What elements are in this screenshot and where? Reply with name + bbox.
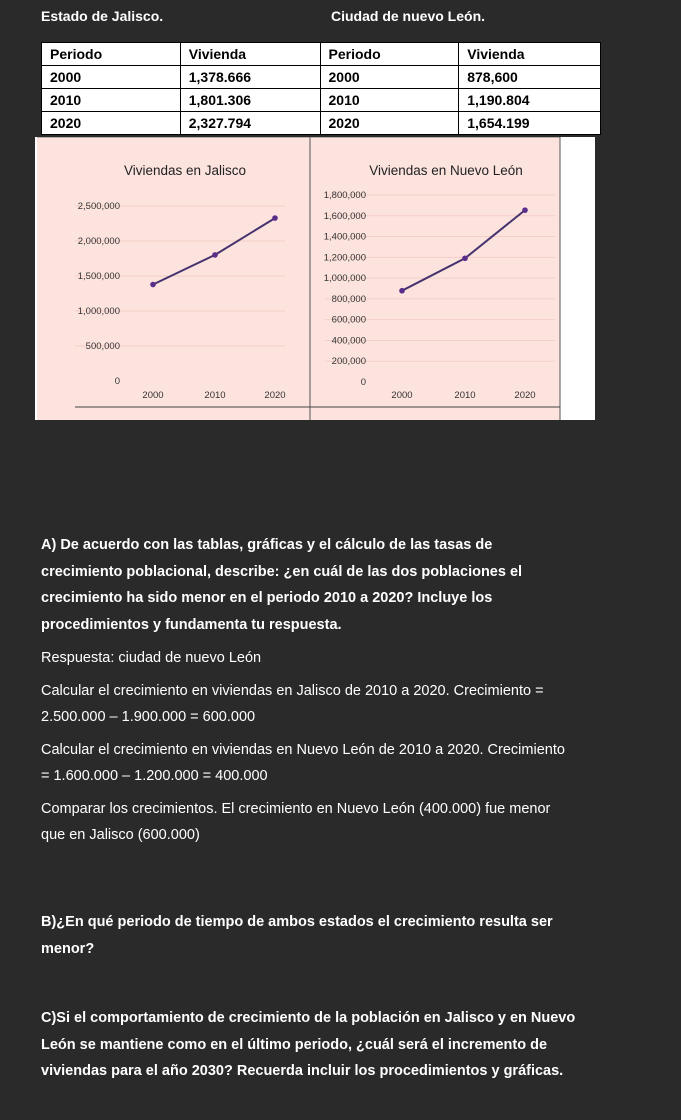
table-cell: 2000 [42, 66, 181, 89]
question-a [41, 532, 611, 638]
calc-nl-line: = 1.600.000 – 1.200.000 = 400.000 [41, 768, 268, 784]
question-c-line: C)Si el comportamiento de crecimiento de la población en Jalisco y en Nuevo [41, 1010, 576, 1026]
table-cell: 2010 [320, 89, 459, 112]
calc-jalisco-line: Calcular el crecimiento en viviendas en Jalisco de 2010 a 2020. Crecimiento = [41, 683, 544, 699]
question-b-line: B)¿En qué periodo de tiempo de ambos estados el crecimiento resulta ser [41, 914, 553, 930]
question-line: A) De acuerdo con las tablas, gráficas y el cálculo de las tasas de [41, 537, 493, 553]
y-tick-label: 2,000,000 [77, 236, 120, 247]
header-periodo-jalisco: Periodo [42, 43, 181, 66]
x-tick-label: 2000 [142, 390, 164, 401]
calc-jalisco-line: 2.500.000 – 1.900.000 = 600.000 [41, 709, 256, 725]
y-tick-label: 1,600,000 [323, 210, 366, 222]
table-cell: 1,654.199 [459, 112, 601, 135]
data-point [522, 207, 528, 213]
x-tick-label: 2020 [264, 390, 286, 401]
question-line: crecimiento ha sido menor en el periodo 2010 a 2020? Incluye los [41, 590, 493, 606]
question-line: procedimientos y fundamenta tu respuesta. [41, 616, 342, 633]
calc-nl-line: Calcular el crecimiento en viviendas en Nuevo León de 2010 a 2020. Crecimiento [41, 742, 565, 758]
x-tick-label: 2020 [514, 390, 536, 401]
charts-panel [35, 137, 595, 420]
table-cell: 2010 [42, 89, 181, 112]
y-tick-label: 400,000 [331, 335, 366, 347]
housing-table [41, 42, 601, 135]
x-tick-label: 2000 [391, 390, 413, 401]
x-tick-label: 2010 [454, 390, 476, 401]
compare-line: que en Jalisco (600.000) [41, 827, 200, 843]
heading-nuevo-leon: Ciudad de nuevo León. [331, 8, 486, 24]
header-periodo-nl: Periodo [320, 43, 459, 66]
y-tick-label: 0 [360, 377, 366, 388]
table-cell: 2000 [320, 66, 459, 89]
chart-title-nuevo-leon: Viviendas en Nuevo León [369, 163, 523, 178]
table-cell: 2020 [320, 112, 459, 135]
question-c-line: León se mantiene como en el último periodo, ¿cuál será el incremento de [41, 1036, 548, 1053]
table-row [42, 66, 601, 89]
data-point [399, 288, 405, 294]
table-header-row [42, 43, 601, 66]
questions-section [41, 532, 611, 1085]
header-vivienda-nl: Vivienda [459, 43, 601, 66]
data-point [272, 215, 278, 221]
y-tick-label: 800,000 [331, 293, 366, 305]
data-point [462, 255, 468, 261]
question-c-line: viviendas para el año 2030? Recuerda incluir los procedimientos y gráficas. [41, 1063, 564, 1079]
table-cell: 878,600 [459, 66, 601, 89]
question-b-line: menor? [41, 940, 95, 957]
table-cell: 2,327.794 [180, 112, 320, 135]
data-point [150, 282, 156, 288]
data-point [212, 252, 218, 258]
y-tick-label: 1,400,000 [323, 231, 366, 243]
x-tick-label: 2010 [204, 390, 226, 401]
header-vivienda-jalisco: Vivienda [180, 43, 320, 66]
table-cell: 2020 [42, 112, 181, 135]
y-tick-label: 1,500,000 [77, 271, 120, 282]
y-tick-label: 2,500,000 [77, 201, 120, 212]
heading-jalisco: Estado de Jalisco. [41, 8, 164, 24]
y-tick-label: 1,000,000 [77, 306, 120, 317]
table-cell: 1,801.306 [180, 89, 320, 112]
charts-figure [35, 137, 595, 420]
section-headings [41, 8, 601, 28]
table-cell: 1,190.804 [459, 89, 601, 112]
y-tick-label: 0 [114, 376, 120, 387]
y-tick-label: 1,200,000 [323, 252, 366, 264]
y-tick-label: 500,000 [85, 341, 120, 352]
table-row [42, 112, 601, 135]
y-tick-label: 1,800,000 [323, 190, 366, 201]
y-tick-label: 200,000 [331, 356, 366, 368]
compare-line: Comparar los crecimientos. El crecimiento en Nuevo León (400.000) fue menor [41, 801, 551, 817]
y-tick-label: 600,000 [331, 314, 366, 326]
table-cell: 1,378.666 [180, 66, 320, 89]
chart-title-jalisco: Viviendas en Jalisco [123, 163, 247, 178]
question-line: crecimiento poblacional, describe: ¿en cuál de las dos poblaciones el [41, 563, 523, 580]
table-row [42, 89, 601, 112]
y-tick-label: 1,000,000 [323, 273, 366, 285]
answer-text: Respuesta: ciudad de nuevo León [41, 650, 262, 666]
